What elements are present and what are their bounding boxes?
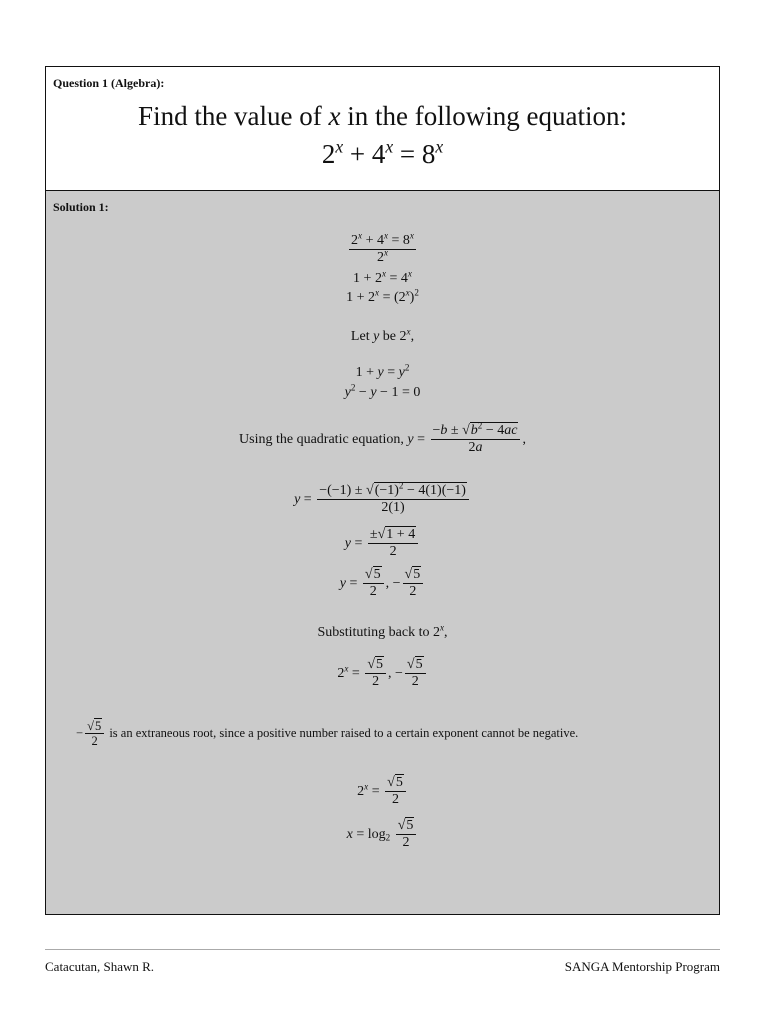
question-equation: $2^x + 4^x = 8^x$ [321, 136, 444, 169]
substituting-line: Substituting back to 2$^x$, [317, 622, 448, 640]
footer-rule [45, 949, 720, 950]
step-valid-root: $2^x$ = $\frac{√5}{2}$ [46, 775, 719, 808]
let-statement: Let y be 2$^x$, [350, 326, 415, 344]
step-rewrite: $1 + 2^x = (2^x)^2$ [346, 287, 419, 305]
extraneous-root-line: − $\frac{√5}{2}$ is an extraneous root, since a positive number raised to a certain exponent cannot be negative. [76, 719, 579, 749]
question-prompt [46, 101, 719, 132]
step-back-substitute: $2^x$ = $\frac{√5}{2}$ , − $\frac{√5}{2}$ [46, 657, 719, 690]
quadratic-formula-line: Using the quadratic equation, y = $\frac{-b \pm √b^2 - 4ac}{2a}$ , [239, 420, 526, 456]
step-simplify-root: y = $\frac{\pm√1 + 4}{2}$ [46, 527, 719, 560]
step-divide: $\frac{2^x + 4^x = 8^x}{2^x}$ [351, 230, 414, 266]
question-box [45, 66, 720, 191]
solution-label: Solution 1: [53, 200, 109, 214]
step-substitute: $1 + y = y^2$ [355, 362, 410, 380]
final-answer: $x = \log_2$ $\frac{√5}{2}$ [46, 818, 719, 851]
prompt-before: Find the value of [138, 101, 322, 131]
step-simplify: $1 + 2^x = 4^x$ [353, 268, 412, 286]
solution-box [45, 190, 720, 915]
footer-program: SANGA Mentorship Program [564, 959, 720, 974]
extraneous-text: is an extraneous root, since a positive number raised to a certain exponent cannot be negative. [109, 725, 579, 740]
footer-author: Catacutan, Shawn R. [45, 959, 155, 974]
step-quadratic-form: $y^2 - y - 1 = 0$ [344, 382, 421, 400]
question-label: Question 1 (Algebra): [53, 76, 165, 90]
quadratic-text: Using the quadratic equation, [239, 431, 404, 447]
prompt-after: in the following equation: [347, 101, 627, 131]
prompt-variable: x [328, 101, 341, 131]
step-roots: y = $\frac{√5}{2}$ , − $\frac{√5}{2}$ [46, 567, 719, 600]
step-plug-values: y = $\frac{-(-1) \pm √(-1)^2 - 4(1)(-1)}{2(1)}$ [46, 483, 719, 516]
